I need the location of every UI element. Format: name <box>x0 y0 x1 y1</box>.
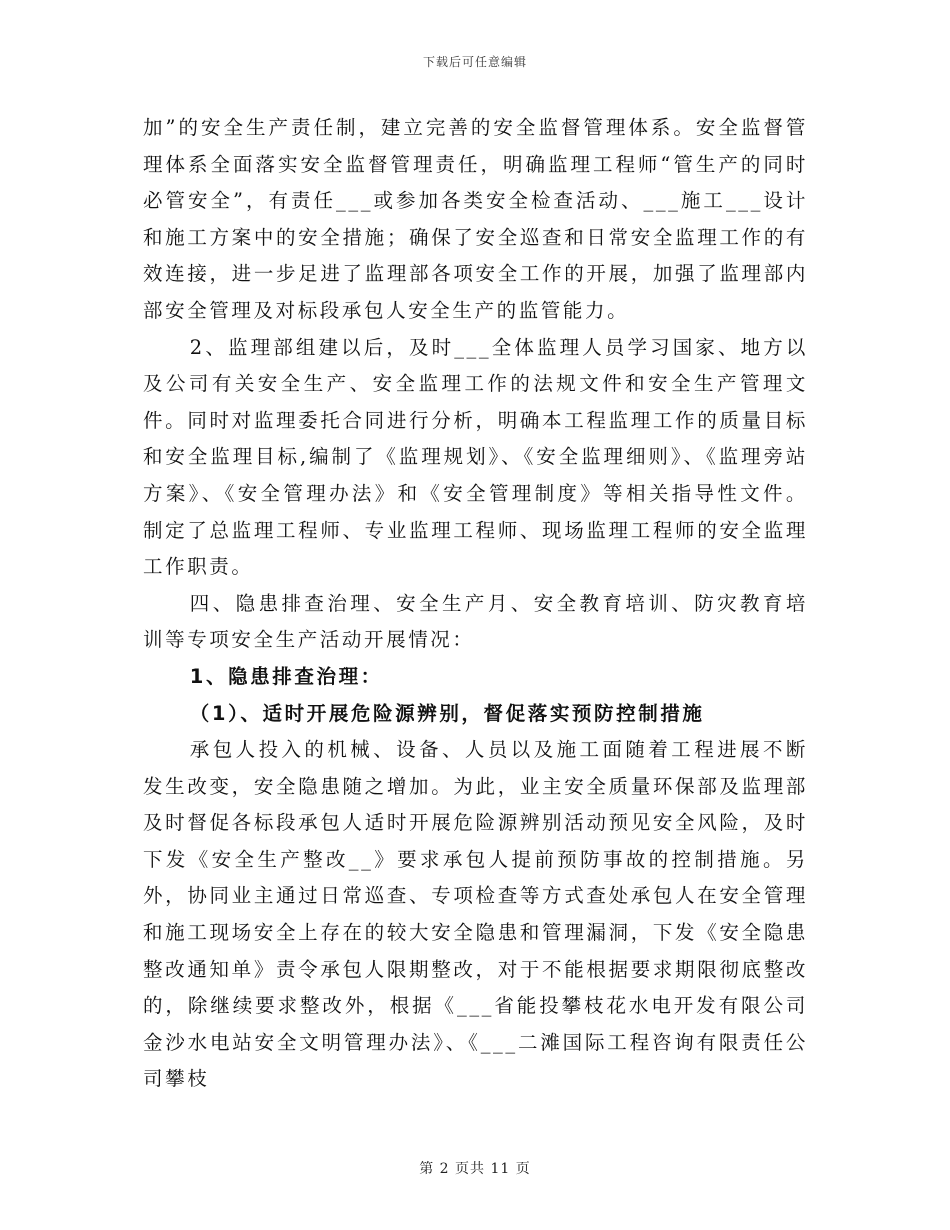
page-footer: 第 2 页共 11 页 <box>419 1161 531 1177</box>
section-heading-special-activities: 四、隐患排查治理、安全生产月、安全教育培训、防灾教育培训等专项安全生产活动开展情况： <box>143 591 808 652</box>
document-body <box>143 110 808 1098</box>
paragraph-hazard-control: 承包人投入的机械、设备、人员以及施工面随着工程进展不断发生改变，安全隐患随之增加。为此，业主安全质量环保部及监理部及时督促各标段承包人适时开展危险源辨别活动预见安全风险，及时下发《安全生产整改__》要求承包人提前预防事故的控制措施。另外，协同业主通过日常巡查、专项检查等方式查处承包人在安全管理和施工现场安全上存在的较大安全隐患和管理漏洞，下发《安全隐患整改通知单》责令承包人限期整改，对于不能根据要求期限彻底整改的，除继续要求整改外，根据《___省能投攀枝花水电开发有限公司金沙水电站安全文明管理办法》、《___二滩国际工程咨询有限责任公司攀枝 <box>143 738 808 1091</box>
paragraph-responsibility-system: 加”的安全生产责任制，建立完善的安全监督管理体系。安全监督管理体系全面落实安全监督管理责任，明确监理工程师“管生产的同时必管安全”，有责任___或参加各类安全检查活动、___施工___设计和施工方案中的安全措施；确保了安全巡查和日常安全监理工作的有效连接，进一步足进了监理部各项安全工作的开展，加强了监理部内部安全管理及对标段承包人安全生产的监管能力。 <box>143 116 808 322</box>
subsubsection-heading-hazard-identification: （1）、适时开展危险源辨别，督促落实预防控制措施 <box>189 701 705 725</box>
page-header: 下载后可任意编辑 <box>422 55 527 69</box>
paragraph-supervision-setup: 2、监理部组建以后，及时___全体监理人员学习国家、地方以及公司有关安全生产、安全监理工作的法规文件和安全生产管理文件。同时对监理委托合同进行分析，明确本工程监理工作的质量目标和安全监理目标,编制了《监理规划》、《安全监理细则》、《监理旁站方案》、《安全管理办法》和《安全管理制度》等相关指导性文件。制定了总监理工程师、专业监理工程师、现场监理工程师的安全监理工作职责。 <box>143 335 808 579</box>
subsection-heading-hazard-inspection: 1、隐患排查治理： <box>189 664 383 688</box>
